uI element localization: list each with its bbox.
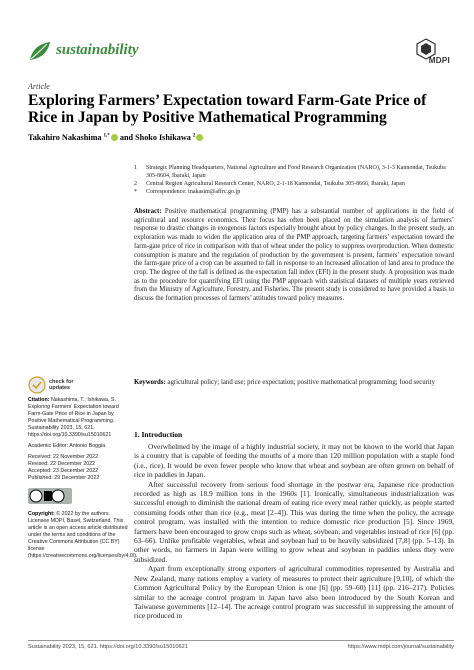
journal-leaf-logo-icon: [28, 40, 52, 62]
footer-divider: [28, 640, 454, 641]
author-name[interactable]: Takahiro Nakashima: [28, 133, 102, 142]
affiliation-text: Strategic Planning Headquarters, National Agriculture and Food Research Organization (NARO), 3-1-3 Kannondai, Tsukuba 305-8604, Ibaraki, Japan: [146, 165, 446, 179]
check-for-updates-button[interactable]: [28, 376, 128, 394]
orcid-icon[interactable]: [111, 134, 118, 141]
abstract: [134, 208, 454, 304]
copyright-label: Copyright:: [28, 511, 55, 517]
journal-name: sustainability: [56, 42, 139, 58]
citation: [28, 397, 128, 439]
keywords: [134, 379, 454, 388]
publication-dates: [28, 454, 128, 482]
check-updates-label: [49, 379, 73, 391]
affiliations: [134, 164, 454, 196]
received-date: Received: 22 November 2022: [28, 454, 99, 460]
revised-date: Revised: 22 December 2022: [28, 461, 96, 467]
affiliation-item: [134, 180, 454, 188]
author-connector: and: [117, 133, 136, 142]
abstract-text: Positive mathematical programming (PMP) has a substantial number of applications in the field of agricultural and resource economics. Their focus has often been placed on the simulation analysis of farmers’ response to drastic changes in exogenous factors especially brought about by policy changes. In the present study, an exploration was made to widen the application area of the PMP approach, targeting farmers’ expectation toward the farm-gate price of rice in comparison with that of wheat under the policy to suppress overproduction. When domestic consumption is mature and the regulation of production by the government is present, farmers’ expectation toward the farm-gate price of a crop can be assumed to fall in response to an increased allocation of land area to produce the crop. The degree of the fall is defined as the expectation fall index (EFI) in the present study. A proposition was made as to the procedure for quantifying EFI using the PMP approach with statistical datasets of multiple years retrieved from the Ministry of Agriculture, Forestry, and Fisheries. The present study is considered to have provided a basis to discuss the formation processes of farmers’ attitudes toward policy measures.: [134, 208, 455, 303]
paragraph: Apart from exceptionally strong exporters of agricultural commodities represented by Australia and New Zealand, many nations employ a variety of measures to protect their agriculture [9,10], of which the Common Agricultural Policy by the European Union is one [6] (pp. 59–60) [11] (pp. 216–217). Policies similar to the acreage control program in Japan have also been introduced by the South Korean and Taiwanese governments [12–14]. The acreage control program was successful in suppressing the amount of rice produced in: [134, 564, 454, 621]
affiliation-item: [134, 188, 454, 196]
paragraph: After successful recovery from serious food shortage in the postwar era, Japanese rice production recorded as high as 18.9 million tons in the 1960s [1]. Ironically, simultaneous industrialization was successful enough to diminish the national dream of eating rice every meal rather quickly, as people started consuming foods other than rice (e.g., meat [2–4]). This was during the time when the policy, the acreage control program, was installed with the intention to reduce domestic rice production [5]. Since 1969, farmers have been encouraged to grow crops such as wheat, soybean, and vegetables instead of rice [6] (pp. 63–66). Unlike profitable vegetables, wheat and soybean had to be heavily subsidized [7,8] (pp. 5–13). In other words, no farmers in Japan were willing to grow wheat and soybean in paddies unless they were subsidized.: [134, 479, 454, 564]
check-updates-line: check for: [49, 379, 74, 385]
page-footer: [28, 644, 454, 650]
published-date: Published: 29 December 2022: [28, 475, 100, 481]
article-type: Article: [28, 82, 50, 91]
author-list: [28, 133, 203, 142]
correspondence-text[interactable]: Correspondence: tnakasim@affrc.go.jp: [146, 189, 241, 195]
introduction-body: [134, 442, 454, 621]
editor-name: Antonio Boggia: [69, 443, 106, 449]
author-affiliation-marks: 1,*: [103, 133, 110, 139]
author-name[interactable]: Shoko Ishikawa: [135, 133, 191, 142]
cc-by-license-icon[interactable]: [28, 488, 72, 504]
citation-label: Citation:: [28, 397, 50, 403]
citation-text[interactable]: Nakashima, T.; Ishikawa, S. Exploring Farmers’ Expectation toward Farm-Gate Price of Rice in Japan by Positive Mathematical Programming. Sustainability 2023, 15, 621. https://doi.org/10.3390/su15010621: [28, 397, 119, 438]
author-affiliation-marks: 2: [192, 133, 196, 139]
paragraph: Overwhelmed by the image of a highly industrial society, it may not be known to the world that Japan is a country that is capable of feeding the mouths of a more than 120 million population with a staple food (i.e., rice). It would be even fewer people who know that wheat and soybean are often grown on behalf of rice in paddies in Japan.: [134, 442, 454, 480]
academic-editor: [28, 443, 128, 450]
affiliation-mark: *: [134, 189, 137, 195]
affiliation-mark: 2: [134, 181, 137, 187]
copyright-text: © 2022 by the authors. Licensee MDPI, Basel, Switzerland. This article is an open access article distributed under the terms and conditions of the Creative Commons Attribution (CC BY) license (https://creativecommons.org/licenses/by/4.0/).: [28, 511, 138, 559]
footer-citation[interactable]: Sustainability 2023, 15, 621. https://doi.org/10.3390/su15010621: [28, 644, 188, 650]
article-sidebar: [28, 376, 138, 564]
section-heading: 1. Introduction: [134, 430, 183, 439]
check-updates-line: updates: [49, 385, 71, 391]
abstract-label: Abstract:: [134, 208, 162, 215]
keywords-label: Keywords:: [134, 379, 166, 386]
copyright: [28, 511, 138, 560]
footer-journal-url[interactable]: https://www.mdpi.com/journal/sustainability: [347, 644, 454, 650]
article-title: Exploring Farmers’ Expectation toward Farm-Gate Price of Rice in Japan by Positive Mathematical Programming: [28, 92, 427, 126]
orcid-icon[interactable]: [196, 134, 203, 141]
accepted-date: Accepted: 23 December 2022: [28, 468, 99, 474]
journal-header: [22, 38, 454, 70]
affiliation-text: Central Region Agricultural Research Center, NARO, 2-1-18 Kannondai, Tsukuba 305-8666, Ibaraki, Japan: [146, 181, 405, 187]
editor-label: Academic Editor:: [28, 443, 69, 449]
affiliation-mark: 1: [134, 165, 137, 171]
keywords-text: agricultural policy; land use; price expectation; positive mathematical programming; food security: [167, 379, 436, 386]
publisher-name: MDPI: [428, 56, 450, 65]
affiliation-item: [134, 164, 454, 180]
check-updates-icon: [28, 376, 46, 394]
